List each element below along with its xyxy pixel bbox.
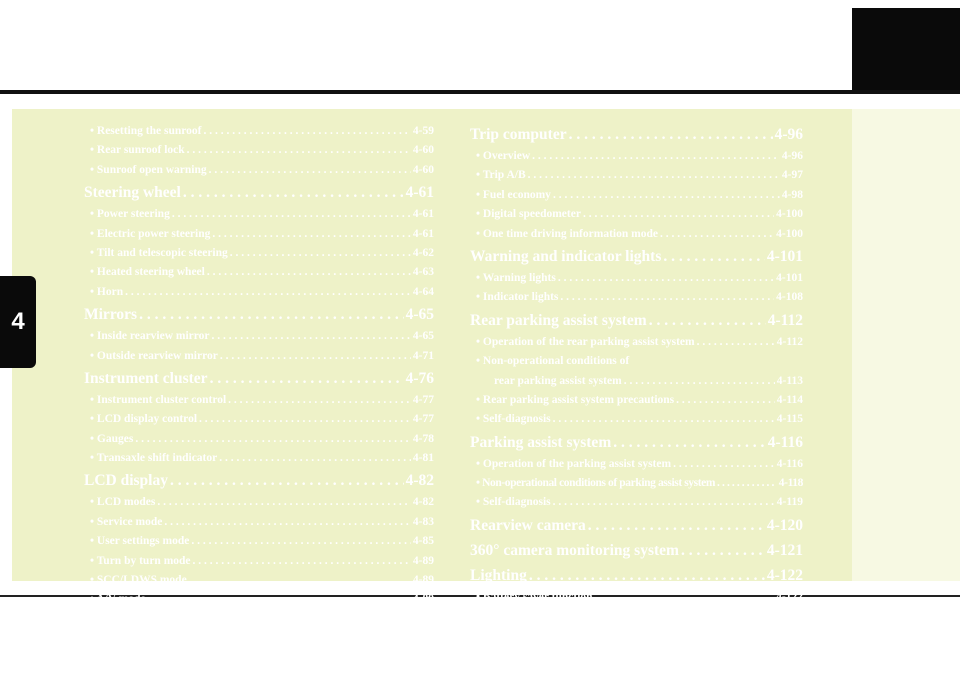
dot-leader [212, 327, 411, 346]
toc-item-entry[interactable] [84, 225, 434, 244]
dot-leader [220, 347, 411, 366]
toc-item-entry[interactable] [470, 372, 803, 391]
toc-entry-title: • Power steering [90, 208, 170, 221]
toc-item-entry[interactable] [84, 532, 434, 551]
toc-item-entry[interactable] [470, 607, 803, 626]
toc-entry-title: • Outside rearview mirror [90, 349, 218, 362]
toc-entry-title: • Overview [476, 150, 531, 162]
dot-leader [558, 269, 774, 288]
toc-item-entry[interactable] [470, 352, 803, 371]
toc-entry-title: • Non-operational conditions of parking assist system [476, 477, 716, 490]
toc-item-entry[interactable] [470, 410, 803, 429]
dot-leader [172, 205, 411, 224]
toc-item-entry[interactable] [470, 333, 803, 352]
toc-section-entry[interactable] [470, 431, 803, 455]
dot-leader [148, 590, 411, 609]
dot-leader [191, 532, 411, 551]
toc-page-number: 4-101 [766, 247, 803, 265]
toc-entry-title: • LCD modes [90, 496, 156, 509]
toc-page-number: 4-77 [412, 393, 434, 406]
toc-page-number: 4-108 [776, 291, 803, 304]
toc-page-number: 4-116 [776, 457, 803, 470]
toc-entry-title: Mirrors [84, 306, 138, 324]
toc-item-entry[interactable] [84, 449, 434, 468]
toc-item-entry[interactable] [470, 166, 803, 185]
dot-leader [553, 410, 775, 429]
toc-item-entry[interactable] [84, 141, 434, 160]
toc-item-entry[interactable] [84, 430, 434, 449]
toc-entry-title: • Trip A/B [476, 169, 526, 182]
toc-entry-title: • Instrument cluster control [90, 393, 227, 406]
toc-item-entry[interactable] [470, 147, 803, 166]
toc-page-number: 4-63 [412, 266, 434, 279]
toc-item-entry[interactable] [84, 513, 434, 532]
dot-leader [219, 449, 411, 468]
dot-leader [676, 391, 775, 410]
toc-page-number: 4-77 [412, 413, 434, 426]
toc-page-number: 4-121 [766, 541, 803, 559]
dot-leader [660, 225, 774, 244]
dot-leader [199, 410, 411, 429]
toc-entry-title: • Sunroof open warning [90, 163, 207, 176]
toc-section-entry[interactable] [470, 123, 803, 147]
toc-page-number: 4-61 [412, 208, 434, 221]
toc-entry-title: • Daytime running light [476, 629, 593, 642]
toc-entry-title: • Fuel economy [476, 188, 551, 201]
dot-leader [560, 288, 774, 307]
toc-section-entry[interactable] [470, 564, 803, 588]
toc-entry-title: Steering wheel [84, 184, 181, 202]
toc-entry-title: • Operation of the parking assist system [476, 457, 672, 470]
toc-section-entry[interactable] [84, 181, 434, 205]
dot-leader [135, 430, 411, 449]
toc-page-number: 4-62 [412, 246, 434, 259]
toc-entry-title: • Service mode [90, 515, 163, 528]
toc-entry-title: Parking assist system [470, 433, 612, 451]
toc-page-number: 4-97 [781, 169, 803, 182]
toc-page-number: 4-100 [776, 227, 803, 240]
toc-entry-title: • Heated steering wheel [90, 266, 205, 279]
dot-leader [588, 514, 765, 538]
toc-page-number: 4-78 [412, 432, 434, 445]
toc-page-number: 4-89 [412, 574, 434, 587]
toc-page-number: 4-120 [766, 516, 803, 534]
dot-leader [532, 147, 780, 166]
dot-leader [125, 283, 411, 302]
chapter-badge [0, 276, 36, 368]
toc-entry-title: • Inside rearview mirror [90, 330, 210, 343]
dot-leader [553, 186, 780, 205]
dot-leader [170, 469, 404, 493]
dot-leader [210, 367, 404, 391]
toc-page-number: 4-59 [412, 125, 434, 137]
toc-entry-title: • Warning messages [90, 612, 188, 625]
dot-leader [609, 607, 774, 626]
toc-page-number: 4-112 [776, 335, 803, 348]
toc-page-number: 4-60 [412, 144, 434, 157]
toc-section-entry[interactable] [470, 309, 803, 333]
toc-page-number: 4-113 [776, 374, 803, 387]
toc-item-entry[interactable] [470, 474, 803, 493]
dot-leader [649, 309, 766, 333]
toc-section-entry[interactable] [470, 539, 803, 563]
dot-leader [230, 244, 411, 263]
toc-page-number: 4-65 [412, 330, 434, 343]
toc-item-entry[interactable] [84, 263, 434, 282]
toc-page-number: 4-90 [412, 612, 434, 625]
toc-page-number: 4-60 [412, 163, 434, 176]
toc-item-entry[interactable] [470, 627, 803, 646]
toc-page-number: 4-82 [412, 496, 434, 509]
dot-leader [157, 493, 411, 512]
toc-item-entry[interactable] [470, 186, 803, 205]
dot-leader [139, 303, 404, 327]
toc-item-entry[interactable] [84, 161, 434, 180]
toc-page-number: 4-81 [412, 452, 434, 465]
dot-leader [189, 571, 411, 590]
toc-entry-title: • Warning lights [476, 271, 556, 284]
toc-page-number: 4-100 [776, 208, 803, 221]
toc-entry-title: • Electric power steering [90, 227, 211, 240]
dot-leader [187, 141, 411, 160]
toc-page-number: 4-101 [776, 271, 803, 284]
toc-page-number: 4-82 [405, 472, 434, 490]
toc-page-number: 4-115 [776, 413, 803, 426]
toc-entry-title: • LCD display control [90, 413, 198, 426]
toc-item-entry[interactable] [84, 590, 434, 609]
dot-leader [673, 455, 775, 474]
toc-item-entry[interactable] [84, 610, 434, 629]
toc-entry-title: • Resetting the sunroof [90, 125, 202, 137]
toc-entry-title: rear parking assist system [494, 374, 622, 387]
toc-entry-title: Instrument cluster [84, 369, 208, 387]
dot-leader [528, 166, 780, 185]
toc-entry-title: Trip computer [470, 126, 567, 143]
toc-item-entry[interactable] [470, 205, 803, 224]
toc-entry-title: • Turn by turn mode [90, 554, 191, 567]
dot-leader [681, 539, 765, 563]
toc-item-entry[interactable] [84, 552, 434, 571]
toc-item-entry[interactable] [470, 588, 803, 607]
toc-page-number: 4-96 [774, 126, 803, 143]
toc-entry-title: • Battery saver function [476, 590, 593, 603]
toc-left-column [84, 122, 434, 629]
toc-item-entry[interactable] [84, 347, 434, 366]
toc-item-entry[interactable] [84, 410, 434, 429]
toc-page-number: 4-122 [766, 566, 803, 584]
dot-leader [529, 564, 765, 588]
dot-leader [164, 513, 411, 532]
toc-entry-title: Lighting [470, 566, 527, 584]
toc-item-entry[interactable] [470, 288, 803, 307]
toc-page-number: 4-89 [412, 554, 434, 567]
dot-leader [553, 493, 775, 512]
toc-entry-title: • Gauges [90, 432, 134, 445]
toc-section-entry[interactable] [470, 245, 803, 269]
toc-entry-title: LCD display [84, 472, 168, 490]
dot-leader [207, 263, 411, 282]
dot-leader [193, 552, 411, 571]
toc-entry-title: • Self-diagnosis [476, 496, 551, 509]
top-rule [0, 90, 960, 94]
side-stripe [852, 109, 960, 581]
dot-leader [583, 205, 774, 224]
toc-page-number: 4-122 [776, 610, 803, 623]
toc-item-entry[interactable] [470, 391, 803, 410]
toc-entry-title: • Transaxle shift indicator [90, 452, 218, 465]
toc-entry-title: • A/V mode [90, 593, 146, 606]
dot-leader [613, 431, 765, 455]
toc-item-entry[interactable] [84, 283, 434, 302]
toc-section-entry[interactable] [84, 469, 434, 493]
toc-item-entry[interactable] [84, 327, 434, 346]
toc-entry-title: • Digital speedometer [476, 208, 581, 221]
toc-item-entry[interactable] [84, 122, 434, 141]
toc-right-column [470, 122, 803, 646]
chapter-number: 4 [11, 308, 25, 335]
dot-leader [183, 181, 404, 205]
dot-leader [228, 391, 411, 410]
toc-page-number: 4-116 [767, 433, 803, 451]
toc-page-number: 4-96 [781, 150, 803, 162]
toc-item-entry[interactable] [470, 493, 803, 512]
toc-item-entry[interactable] [470, 455, 803, 474]
toc-item-entry[interactable] [84, 571, 434, 590]
toc-item-entry[interactable] [470, 269, 803, 288]
dot-leader [594, 627, 774, 646]
toc-page-number: 4-85 [412, 535, 434, 548]
dot-leader [624, 372, 775, 391]
toc-section-entry[interactable] [84, 367, 434, 391]
toc-item-entry[interactable] [84, 244, 434, 263]
toc-entry-title: • Rear parking assist system precautions [476, 393, 675, 406]
toc-page-number: 4-76 [405, 369, 434, 387]
toc-page-number: 4-114 [776, 393, 803, 406]
toc-page-number: 4-61 [405, 184, 434, 202]
toc-entry-title: • Indicator lights [476, 291, 559, 304]
toc-item-entry[interactable] [84, 205, 434, 224]
toc-page-number: 4-112 [767, 311, 803, 329]
toc-entry-title: • Horn [90, 285, 124, 298]
toc-entry-title: • Non-operational conditions of [476, 355, 630, 368]
toc-entry-title: • Self-diagnosis [476, 413, 551, 426]
dot-leader [190, 610, 411, 629]
toc-page-number: 4-83 [412, 515, 434, 528]
toc-page-number: 4-98 [781, 188, 803, 201]
dot-leader [697, 333, 775, 352]
toc-section-entry[interactable] [84, 303, 434, 327]
toc-page-number: 4-64 [412, 285, 434, 298]
toc-entry-title: Rearview camera [470, 516, 586, 534]
toc-page-number: 4-89 [412, 593, 434, 606]
toc-entry-title: • One time driving information mode [476, 227, 658, 240]
toc-item-entry[interactable] [470, 225, 803, 244]
toc-entry-title: Rear parking assist system [470, 311, 647, 329]
corner-tab [852, 8, 960, 90]
toc-entry-title: • Operation of the rear parking assist system [476, 335, 695, 348]
dot-leader [717, 474, 777, 493]
toc-item-entry[interactable] [84, 493, 434, 512]
toc-page-number: 4-122 [776, 629, 803, 642]
dot-leader [569, 123, 773, 147]
toc-page-number: 4-65 [405, 306, 434, 324]
dot-leader [663, 245, 764, 269]
toc-page-number: 4-61 [412, 227, 434, 240]
toc-item-entry[interactable] [84, 391, 434, 410]
toc-page-number: 4-118 [778, 477, 803, 490]
toc-entry-title: • Headlight escort function [476, 610, 608, 623]
toc-entry-title: • SCC/LDWS mode [90, 574, 187, 587]
toc-page-number: 4-71 [412, 349, 434, 362]
toc-entry-title: Warning and indicator lights [470, 247, 662, 265]
toc-page-number: 4-122 [776, 590, 803, 603]
dot-leader [212, 225, 411, 244]
dot-leader [209, 161, 411, 180]
toc-entry-title: • Tilt and telescopic steering [90, 246, 228, 259]
toc-entry-title: • User settings mode [90, 535, 190, 548]
toc-page-number: 4-119 [776, 496, 803, 509]
toc-entry-title: • Rear sunroof lock [90, 144, 185, 157]
toc-entry-title: 360° camera monitoring system [470, 541, 679, 559]
dot-leader [203, 122, 410, 141]
toc-section-entry[interactable] [470, 514, 803, 538]
dot-leader [595, 588, 775, 607]
